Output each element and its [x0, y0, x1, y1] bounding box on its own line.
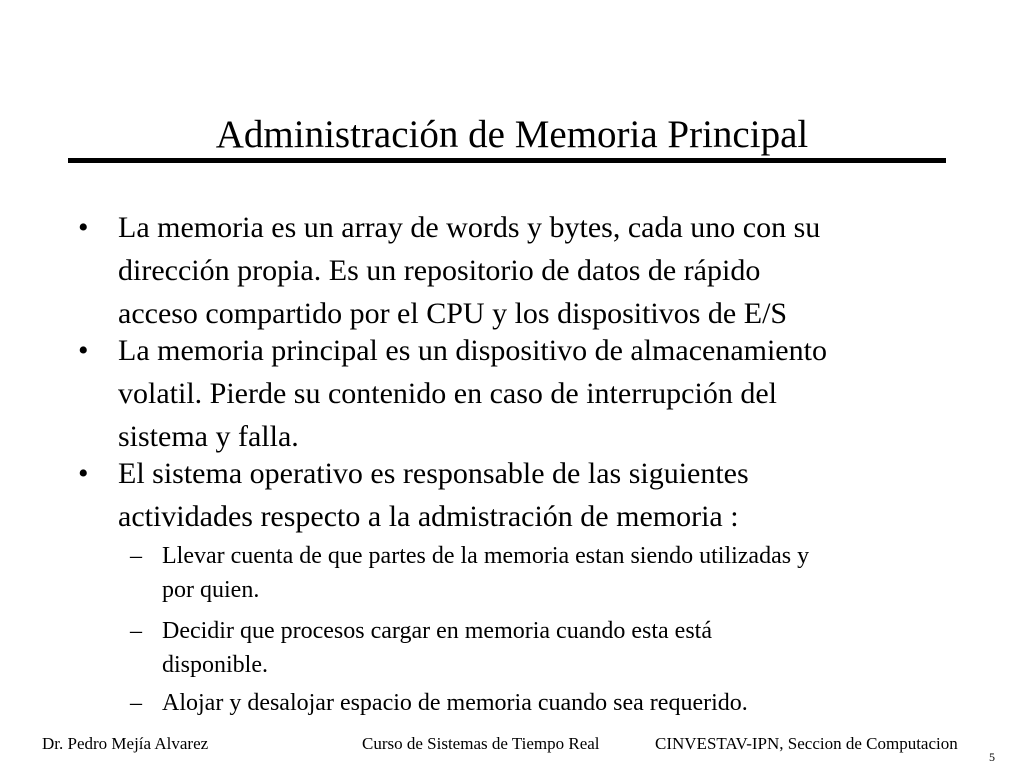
bullet-text: El sistema operativo es responsable de las siguientes actividades respecto a la admistración de memoria : [118, 457, 749, 533]
footer-author: Dr. Pedro Mejía Alvarez [42, 734, 209, 753]
sub-bullet-marker: – [130, 618, 142, 644]
bullet-marker: • [78, 334, 89, 367]
sub-bullet-marker: – [130, 543, 142, 569]
sub-bullet-text: Decidir que procesos cargar en memoria cuando esta está disponible. [162, 618, 712, 678]
sub-bullet-text: Llevar cuenta de que partes de la memoria estan siendo utilizadas y por quien. [162, 543, 810, 603]
slide-title: Administración de Memoria Principal [215, 113, 809, 156]
bullet-marker: • [78, 457, 89, 490]
sub-bullet-text: Alojar y desalojar espacio de memoria cuando sea requerido. [162, 690, 748, 716]
bullet-marker: • [78, 211, 89, 244]
footer-institution: CINVESTAV-IPN, Seccion de Computacion [655, 734, 958, 753]
footer-course: Curso de Sistemas de Tiempo Real [362, 734, 600, 753]
page-number: 5 [989, 750, 995, 764]
bullet-text: La memoria es un array de words y bytes, cada uno con su dirección propia. Es un repositorio de datos de rápido acceso compartido por el CPU y los dispositivos de E/S [118, 211, 821, 330]
sub-bullet-marker: – [130, 690, 142, 716]
bullet-text: La memoria principal es un dispositivo de almacenamiento volatil. Pierde su contenido en caso de interrupción del sistema y falla. [118, 334, 827, 453]
